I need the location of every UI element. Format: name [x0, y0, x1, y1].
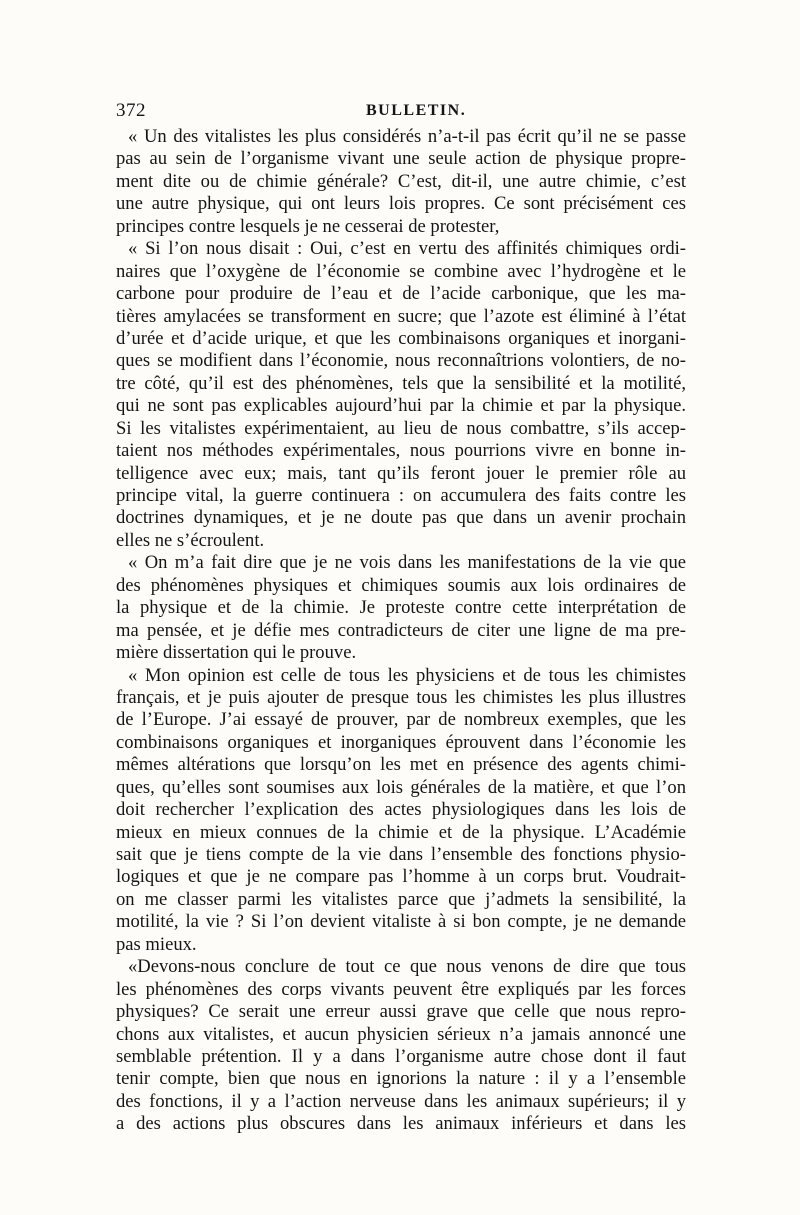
text-line: mieux en mieux connues de la chimie et de la physique. L’Académie — [116, 821, 686, 843]
text-line: ment dite ou de chimie générale? C’est, dit-il, une autre chimie, c’est — [116, 170, 686, 192]
text-line: français, et je puis ajouter de presque tous les chimistes les plus illustres — [116, 686, 686, 708]
text-line: « On m’a fait dire que je ne vois dans les manifestations de la vie que — [128, 552, 686, 574]
text-line: combinaisons organiques et inorganiques éprouvent dans l’économie les — [116, 731, 686, 753]
text-line: elles ne s’écroulent. — [116, 529, 265, 551]
text-line: sait que je tiens compte de la vie dans l’ensemble des fonctions physio- — [116, 844, 686, 865]
text-line: la physique et de la chimie. Je proteste contre cette interprétation de — [116, 597, 686, 619]
text-line: pas au sein de l’organisme vivant une seule action de physique propre- — [116, 148, 686, 170]
text-line: carbone pour produire de l’eau et de l’acide carbonique, que les ma- — [116, 283, 686, 305]
text-line: logiques et que je ne compare pas l’homme à un corps brut. Voudrait- — [116, 866, 686, 888]
text-line: chons aux vitalistes, et aucun physicien sérieux n’a jamais annoncé une — [116, 1023, 686, 1045]
text-line: «Devons-nous conclure de tout ce que nous venons de dire que tous — [128, 956, 686, 978]
text-line: de l’Europe. J’ai essayé de prouver, par de nombreux exemples, que les — [116, 709, 686, 731]
text-line: ques, qu’elles sont soumises aux lois générales de la matière, et que l’on — [116, 776, 686, 798]
text-line: telligence avec eux; mais, tant qu’ils feront jouer le premier rôle au — [116, 462, 686, 484]
body-text — [116, 126, 686, 1136]
text-line: doctrines dynamiques, et je ne doute pas que dans un avenir prochain — [116, 507, 686, 529]
text-line: des fonctions, il y a l’action nerveuse dans les animaux supérieurs; il y — [116, 1090, 686, 1112]
text-line: mêmes altérations que lorsqu’on les met en présence des agents chimi- — [116, 754, 686, 776]
text-line: d’urée et d’acide urique, et que les combinaisons organiques et inorgani- — [116, 327, 686, 349]
text-line: principe vital, la guerre continuera : on accumulera des faits contre les — [116, 485, 686, 506]
text-line: tenir compte, bien que nous en ignorions la nature : il y a l’ensemble — [116, 1068, 686, 1090]
text-line: qui ne sont pas explicables aujourd’hui par la chimie et par la physique. — [116, 395, 686, 417]
text-line: a des actions plus obscures dans les animaux inférieurs et dans les — [116, 1113, 686, 1135]
running-head: BULLETIN. — [366, 102, 467, 119]
text-line: tières amylacées se transforment en sucre; que l’azote est éliminé à l’état — [116, 305, 686, 327]
text-line: des phénomènes physiques et chimiques soumis aux lois ordinaires de — [116, 574, 686, 596]
text-line: une autre physique, qui ont leurs lois propres. Ce sont précisément ces — [116, 193, 686, 215]
text-line: motilité, la vie ? Si l’on devient vitaliste à si bon compte, je ne demande — [116, 911, 686, 933]
text-line: mière dissertation qui le prouve. — [116, 642, 357, 664]
text-line: « Mon opinion est celle de tous les physiciens et de tous les chimistes — [128, 664, 686, 686]
text-line: pas mieux. — [116, 933, 197, 955]
text-line: « Si l’on nous disait : Oui, c’est en vertu des affinités chimiques ordi- — [128, 238, 686, 260]
text-line: physiques? Ce serait une erreur aussi grave que celle que nous repro- — [116, 1001, 686, 1023]
text-line: tre côté, qu’il est des phénomènes, tels que la sensibilité et la motilité, — [116, 372, 686, 394]
page-number: 372 — [116, 100, 146, 121]
page-header — [116, 100, 686, 124]
text-line: ques se modifient dans l’économie, nous reconnaîtrions volontiers, de no- — [116, 350, 686, 372]
text-line: on me classer parmi les vitalistes parce que j’admets la sensibilité, la — [116, 888, 686, 910]
text-line: les phénomènes des corps vivants peuvent être expliqués par les forces — [116, 978, 686, 1000]
text-line: taient nos méthodes expérimentales, nous pourrions vivre en bonne in- — [116, 440, 686, 462]
text-line: naires que l’oxygène de l’économie se combine avec l’hydrogène et le — [116, 260, 686, 282]
text-line: Si les vitalistes expérimentaient, au lieu de nous combattre, s’ils accep- — [116, 417, 686, 439]
text-line: « Un des vitalistes les plus considérés n’a-t-il pas écrit qu’il ne se passe — [128, 126, 686, 147]
text-line: doit rechercher l’explication des actes physiologiques dans les lois de — [116, 799, 686, 821]
text-line: ma pensée, et je défie mes contradicteurs de citer une ligne de ma pre- — [116, 619, 686, 641]
text-line: semblable prétention. Il y a dans l’organisme autre chose dont il faut — [116, 1045, 686, 1067]
text-line: principes contre lesquels je ne cesserai de protester, — [116, 215, 500, 237]
